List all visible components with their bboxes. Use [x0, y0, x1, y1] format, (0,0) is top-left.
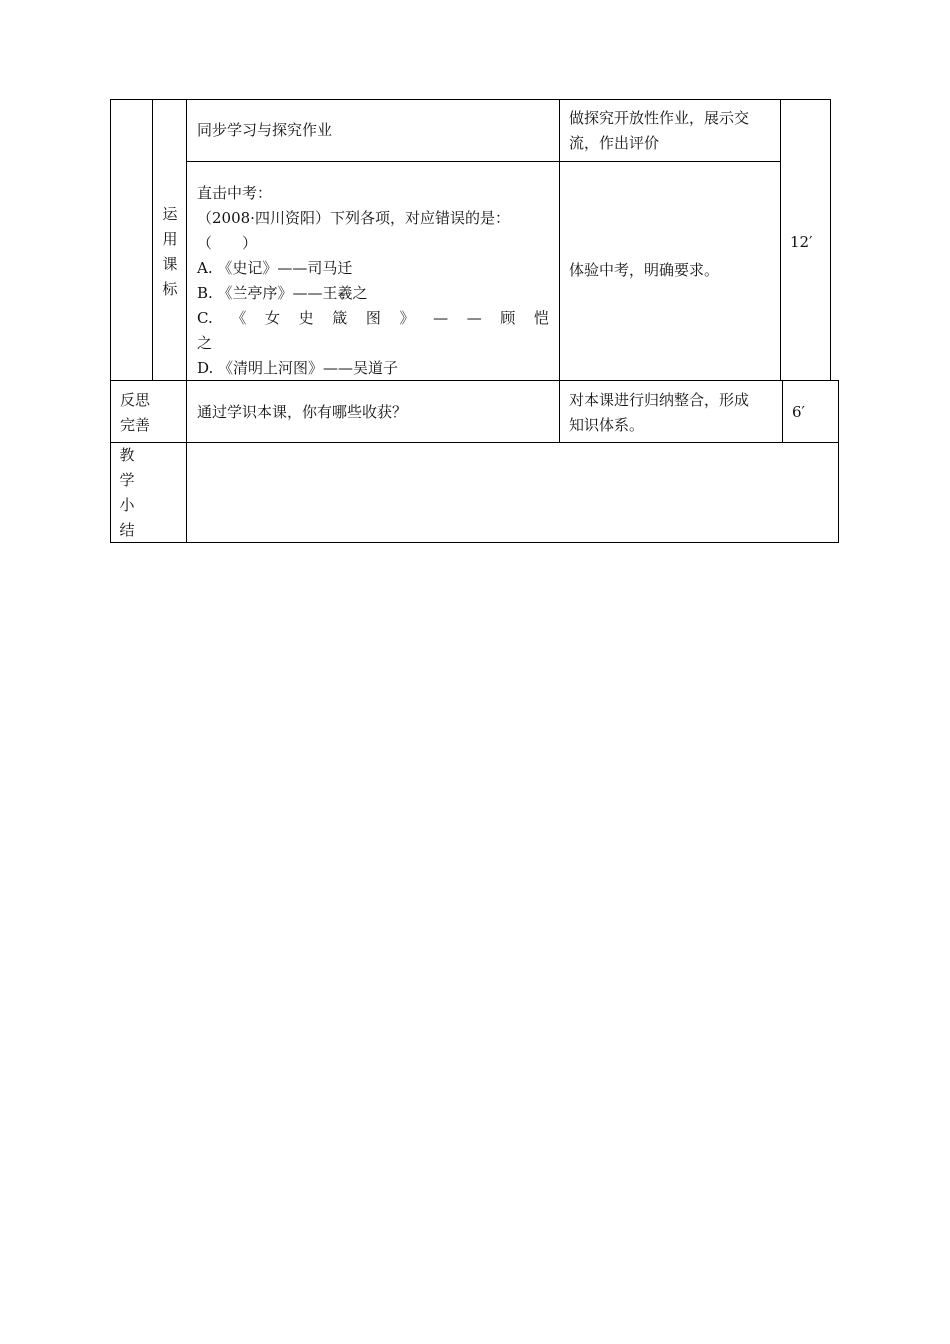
row4-label-vertical: [117, 443, 137, 543]
option-c-token: 史: [298, 309, 314, 327]
option-c-token: C.: [197, 309, 213, 327]
row2-time: 12′: [790, 233, 813, 251]
row1-activity-line2: 流，作出评价: [569, 134, 660, 152]
table-border-left: [110, 99, 111, 543]
option-c-token: 》: [399, 309, 415, 327]
option-b: B. 《兰亭序》——王羲之: [197, 284, 368, 302]
option-c-token: 女: [264, 309, 280, 327]
row3-content-text: 通过学识本课，你有哪些收获？: [197, 403, 408, 421]
table-border-right-lower: [838, 380, 839, 543]
row3-label-line1: 反思: [120, 391, 151, 409]
row4-label-char: 学: [119, 471, 135, 489]
section-divider-line: [152, 99, 153, 381]
activity-column-left-border: [559, 99, 560, 443]
row4-label-char: 结: [119, 521, 135, 539]
row1-activity-line1: 做探究开放性作业，展示交: [569, 109, 750, 127]
option-c-token: 图: [365, 309, 381, 327]
time-column-left-border-lower: [782, 380, 783, 443]
row3-activity-line1: 对本课进行归纳整合，形成: [569, 391, 750, 409]
section-label-char: 标: [162, 280, 178, 298]
time-column-right-border-upper: [830, 99, 831, 381]
option-c-token: 恺: [533, 309, 549, 327]
section-label-char: 课: [162, 255, 178, 273]
option-c-token: 箴: [332, 309, 348, 327]
section-label-char: 运: [162, 205, 178, 223]
option-c-token: —: [466, 309, 482, 327]
option-c-token: 《: [231, 309, 247, 327]
content-column-left-border: [186, 99, 187, 543]
row4-label-char: 教: [119, 446, 135, 464]
exam-heading: 直击中考：: [197, 184, 273, 202]
row2-activity-text: 体验中考，明确要求。: [569, 261, 720, 279]
option-a: A. 《史记》——司马迁: [197, 259, 353, 277]
section-label-char: 用: [162, 230, 178, 248]
row3-label-line2: 完善: [120, 416, 151, 434]
row4-label-char: 小: [119, 496, 135, 514]
table-border-top: [110, 99, 831, 100]
option-c-token: —: [433, 309, 449, 327]
exam-question: （2008·四川资阳）下列各项，对应错误的是：: [197, 209, 510, 227]
section-label-vertical: [160, 202, 180, 302]
option-c-token: 顾: [500, 309, 516, 327]
time-column-left-border-upper: [780, 99, 781, 381]
option-c-wrap: 之: [197, 334, 213, 352]
row1-bottom-border: [186, 161, 780, 162]
row3-time: 6′: [792, 403, 805, 421]
exam-answer-blank: （ ）: [197, 234, 258, 252]
row1-content-text: 同步学习与探究作业: [197, 121, 333, 139]
row3-activity-line2: 知识体系。: [569, 416, 645, 434]
table-border-bottom: [110, 542, 839, 543]
option-d: D. 《清明上河图》——吴道子: [197, 359, 399, 377]
row3-bottom-border: [110, 442, 839, 443]
option-c: [197, 306, 549, 331]
